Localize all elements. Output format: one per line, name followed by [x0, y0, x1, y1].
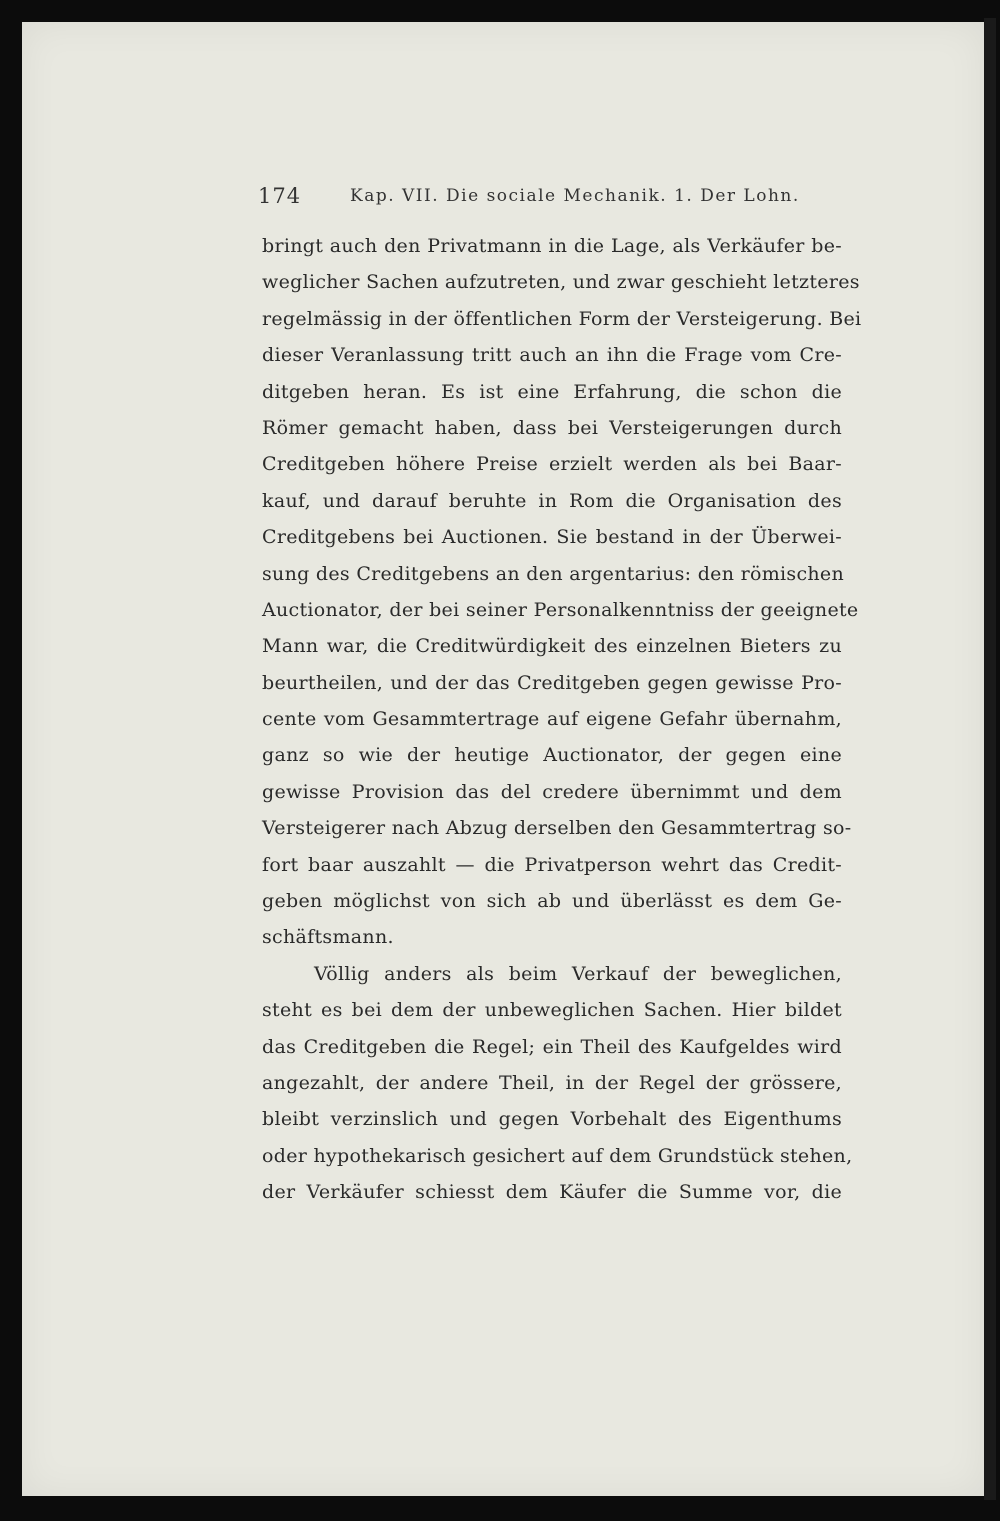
paragraph-1 — [262, 228, 862, 956]
text-line: der Verkäufer schiesst dem Käufer die Summe vor, die — [262, 1181, 842, 1204]
text-line: beurtheilen, und der das Creditgeben gegen gewisse Pro- — [262, 671, 842, 694]
paragraph-2 — [262, 956, 853, 1211]
text-line: fort baar auszahlt — die Privatperson wehrt das Credit- — [262, 853, 842, 876]
text-line: kauf, und darauf beruhte in Rom die Organisation des — [262, 489, 842, 512]
text-line: bringt auch den Privatmann in die Lage, als Verkäufer be- — [262, 235, 842, 257]
text-line: Völlig anders als beim Verkauf der beweglichen, — [314, 962, 842, 985]
text-line: Römer gemacht haben, dass bei Versteigerungen durch — [262, 416, 842, 439]
text-line: oder hypothekarisch gesichert auf dem Grundstück stehen, — [262, 1144, 853, 1167]
text-line: cente vom Gesammtertrage auf eigene Gefahr übernahm, — [262, 708, 842, 731]
text-line: Auctionator, der bei seiner Personalkenntniss der geeignete — [262, 598, 859, 621]
text-line: ganz so wie der heutige Auctionator, der gegen eine — [262, 744, 842, 767]
text-line: Mann war, die Creditwürdigkeit des einzelnen Bieters zu — [262, 635, 842, 658]
text-line: gewisse Provision das del credere übernimmt und dem — [262, 780, 842, 803]
page-edge-shadow — [984, 18, 996, 1500]
text-line: das Creditgeben die Regel; ein Theil des Kaufgeldes wird — [262, 1035, 842, 1058]
text-line: weglicher Sachen aufzutreten, und zwar geschieht letzteres — [262, 271, 860, 294]
text-line: ditgeben heran. Es ist eine Erfahrung, die schon die — [262, 380, 842, 403]
text-line: steht es bei dem der unbeweglichen Sachen. Hier bildet — [262, 999, 842, 1022]
page-header — [258, 182, 858, 216]
page-number: 174 — [258, 184, 302, 208]
text-line: dieser Veranlassung tritt auch an ihn die Frage vom Cre- — [262, 344, 842, 367]
text-line: regelmässig in der öffentlichen Form der Versteigerung. Bei — [262, 307, 862, 330]
text-line: angezahlt, der andere Theil, in der Regel der grössere, — [262, 1071, 842, 1094]
text-line: bleibt verzinslich und gegen Vorbehalt des Eigenthums — [262, 1108, 842, 1131]
text-line: sung des Creditgebens an den argentarius: den römischen — [262, 562, 844, 585]
text-line: Creditgebens bei Auctionen. Sie bestand in der Überwei- — [262, 526, 842, 549]
text-line: Versteigerer nach Abzug derselben den Gesammtertrag so- — [262, 817, 852, 840]
text-line: schäftsmann. — [262, 926, 394, 949]
text-line: Creditgeben höhere Preise erzielt werden als bei Baar- — [262, 453, 842, 476]
running-head: Kap. VII. Die sociale Mechanik. 1. Der Lohn. — [350, 186, 800, 206]
body-text — [262, 228, 862, 1211]
text-line: geben möglichst von sich ab und überlässt es dem Ge- — [262, 890, 842, 913]
